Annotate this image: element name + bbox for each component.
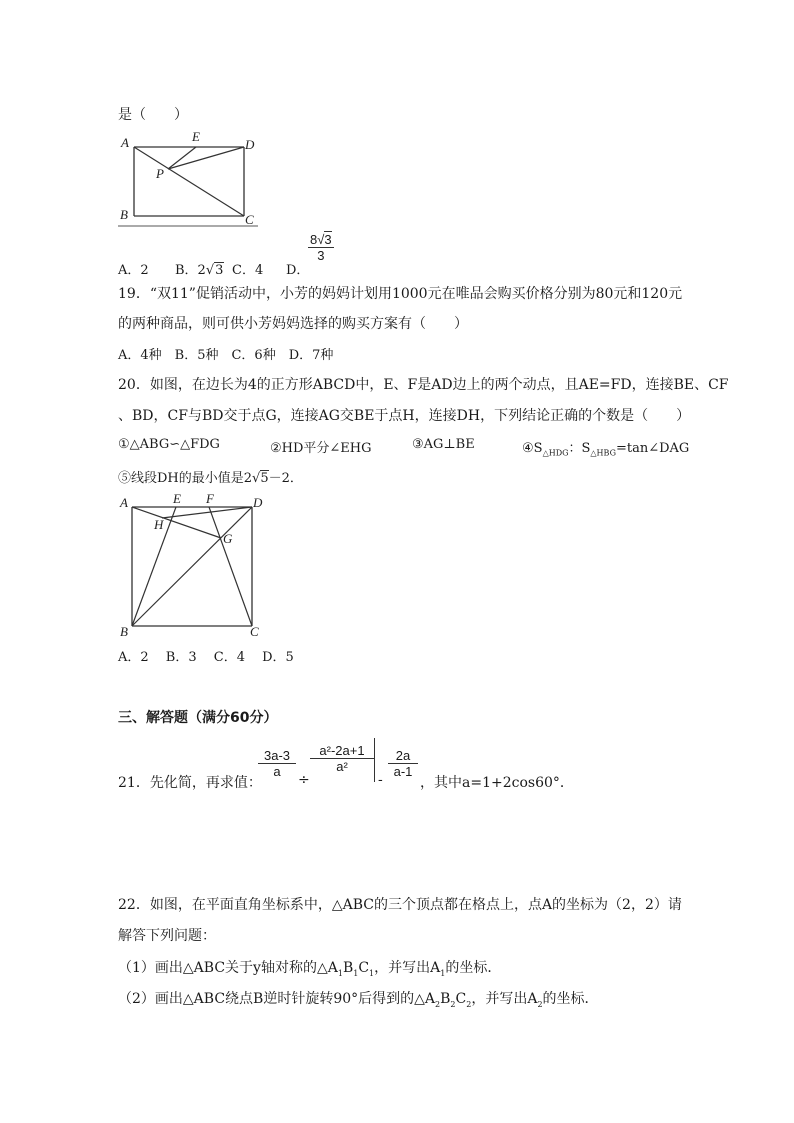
q20-options: A．2 B．3 C．4 D．5 xyxy=(118,650,294,665)
q19-options: A．4种 B．5种 C．6种 D．7种 xyxy=(118,348,334,363)
q18-label-d: D xyxy=(245,137,255,152)
q21-minus-sign: - xyxy=(378,772,383,788)
q18-label-p: P xyxy=(156,166,164,181)
q19-line1: 19．“双11”促销活动中，小芳的妈妈计划用1000元在唯品会购买价格分别为80元和120元 xyxy=(118,286,683,302)
q20-label-e: E xyxy=(173,491,181,506)
q18-stem-tail: 是（ ） xyxy=(118,107,188,123)
q20-label-d: D xyxy=(253,495,263,510)
q18-option-c: C．4 xyxy=(232,263,264,278)
q18-option-d-fraction: 8√3 3 xyxy=(310,232,332,263)
q21-bracket-line xyxy=(374,738,376,782)
q20-square-figure xyxy=(116,490,276,640)
q21-fraction-1: 3a-3 a xyxy=(258,748,296,779)
q18-option-b: B．2√3 xyxy=(175,263,224,278)
q20-conclusion-1: ①△ABG∽△FDG xyxy=(118,437,220,452)
q20-label-c: C xyxy=(250,624,259,639)
q18-option-a: A．2 xyxy=(118,263,149,278)
q22-part1: （1）画出△ABC关于y轴对称的$\triangle A_1B_1C_1$，并写出$A_1$的坐标． xyxy=(118,960,502,978)
q21-fraction-3: 2a a-1 xyxy=(388,748,418,779)
q18-label-b: B xyxy=(120,207,128,222)
q20-conclusion-2: ②HD平分∠EHG xyxy=(270,441,372,456)
section-3-title: 三、解答题（满分60分） xyxy=(118,710,278,726)
q20-label-b: B xyxy=(120,624,128,639)
q20-conclusion-4: $④S_{\triangle HDG}$：$S_{\triangle HBG}=\tan\angle DAG$ xyxy=(522,441,690,458)
q22-line2: 解答下列问题： xyxy=(118,928,216,944)
q20-label-g: G xyxy=(223,531,233,546)
q20-line1: 20．如图，在边长为4的正方形ABCD中，E、F是AD边上的两个动点，且AE=FD，连接BE、CF xyxy=(118,377,729,393)
q18-option-d-prefix: D． xyxy=(286,263,310,278)
q18-label-e: E xyxy=(192,129,200,144)
q20-conclusion-3: ③AG⊥BE xyxy=(412,437,475,452)
q18-rectangle-figure xyxy=(112,128,272,230)
q20-conclusion-5: ⑤线段DH的最小值是2√5－2． xyxy=(118,471,303,486)
q19-line2: 的两种商品，则可供小芳妈妈选择的购买方案有（ ） xyxy=(118,316,468,332)
q18-label-a: A xyxy=(121,135,129,150)
q22-part2: （2）画出△ABC绕点B逆时针旋转90°后得到的$\triangle A_2B_2C_2$，并写出$A_2$的坐标． xyxy=(118,991,599,1009)
q21-fraction-2: a²-2a+1 a² xyxy=(310,743,374,774)
q22-line1: 22．如图，在平面直角坐标系中，△ABC的三个顶点都在格点上，点A的坐标为（2，2）请 xyxy=(118,897,682,913)
q21-suffix: ，其中a=1+2cos60°． xyxy=(420,775,574,791)
q20-label-h: H xyxy=(154,517,164,532)
q20-line2: 、BD，CF与BD交于点G，连接AG交BE于点H，连接DH，下列结论正确的个数是（ ） xyxy=(118,408,691,424)
q18-label-c: C xyxy=(245,212,254,227)
q20-label-a: A xyxy=(120,495,128,510)
q21-prefix: 21．先化简，再求值： xyxy=(118,775,262,791)
q20-label-f: F xyxy=(206,491,214,506)
q21-divide-sign: ÷ xyxy=(298,772,310,788)
